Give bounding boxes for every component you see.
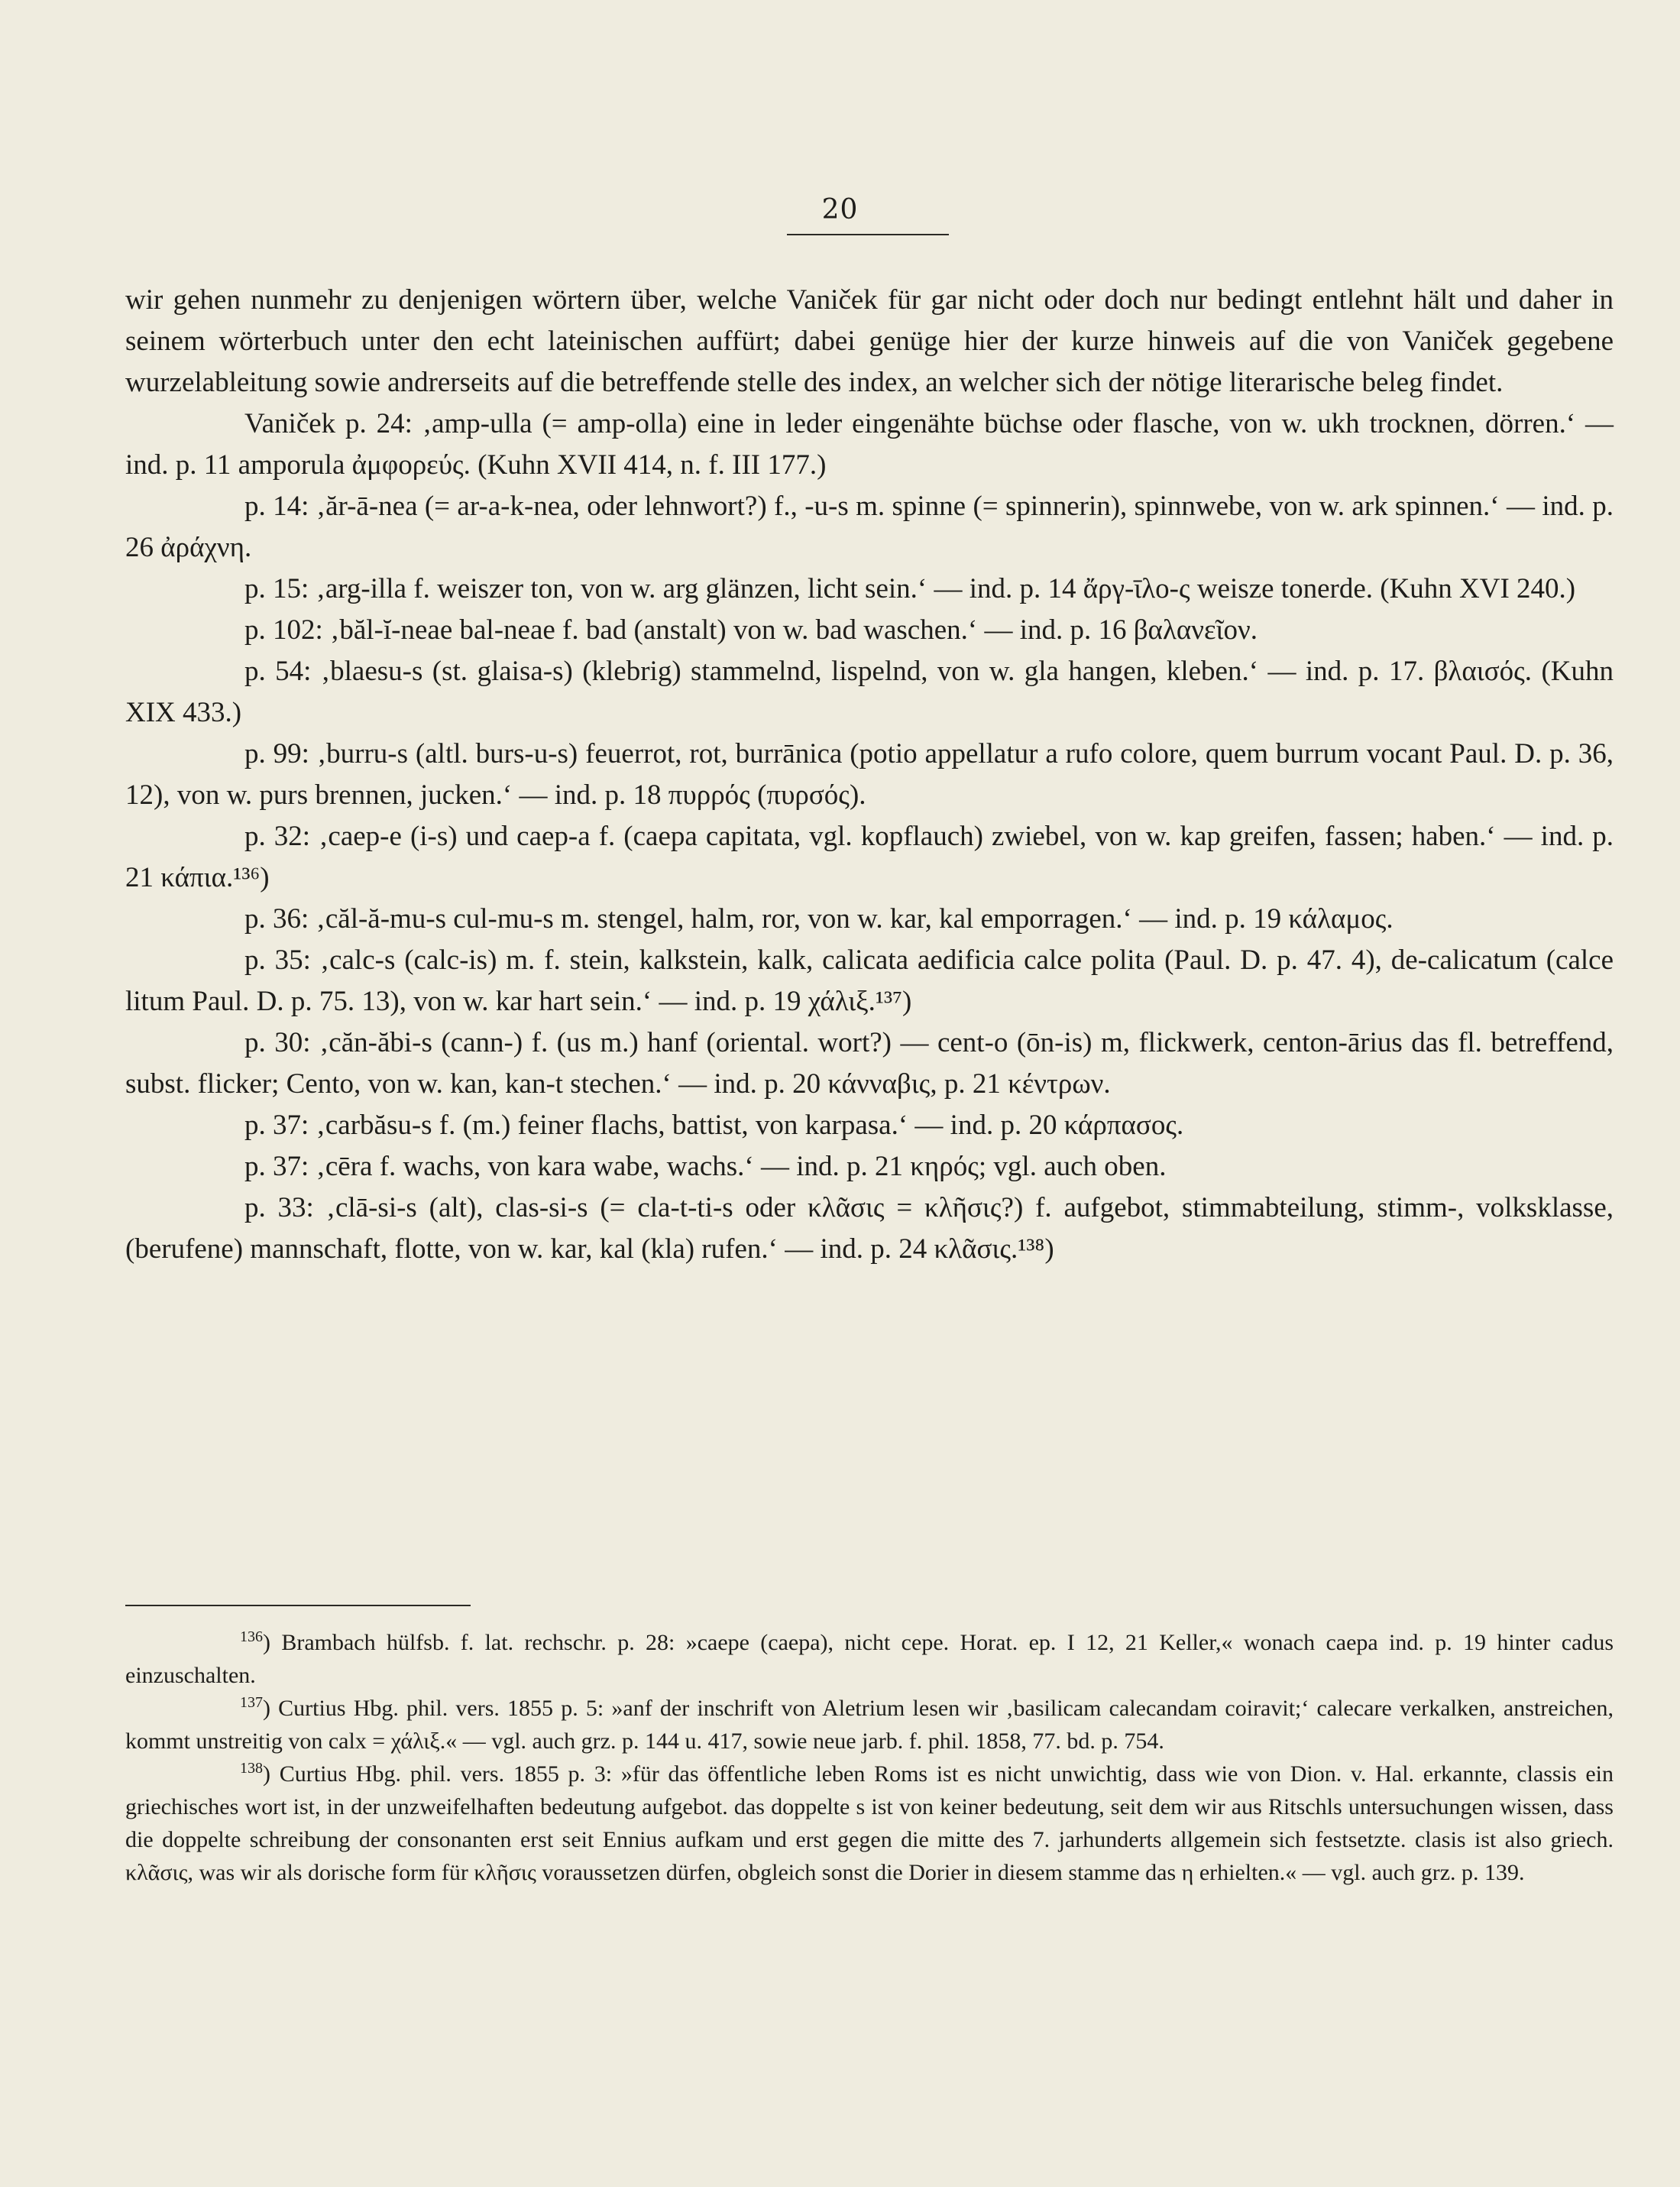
entry-carbasus: p. 37: ‚carbăsu-s f. (m.) feiner flachs, battist, von karpasa.‘ — ind. p. 20 κάρπασος.: [244, 1110, 1184, 1141]
entry-ampulla: Vaniček p. 24: ‚amp-ulla (= amp-olla) eine in leder eingenähte büchse oder flasche, von w. ukh trocknen, dörren.‘ — ind. p. 11 amporula ἀμφορεύς. (Kuhn XVII 414, n. f. III 177.): [125, 408, 1614, 481]
footnote-137: $^{137}$) Curtius Hbg. phil. vers. 1855 p. 5: »anf der inschrift von Aletrium lesen wir ‚basilicam calecandam coiravit;‘ calecare verkalken, anstreichen, kommt unstreitig von calx = χάλιξ.« — vgl. auch grz. p. 144 u. 417, sowie neue jarb. f. phil. 1858, 77. bd. p. 754.: [125, 1694, 1614, 1754]
paragraph-intro: wir gehen nunmehr zu denjenigen wörtern über, welche Vaniček für gar nicht oder doch nur bedingt entlehnt hält und daher in seinem wörterbuch unter den echt lateinischen auffürt; dabei genüge hier der kurze hinweis auf die von Vaniček gegebene wurzelableitung sowie andrerseits auf die betreffende stelle des index, an welcher sich der nötige literarische beleg findet.: [125, 284, 1614, 398]
entry-calamus: p. 36: ‚căl-ă-mu-s cul-mu-s m. stengel, halm, ror, von w. kar, kal emporragen.‘ — ind. p. 19 κάλαμος.: [244, 903, 1394, 935]
entry-calcs: p. 35: ‚calc-s (calc-is) m. f. stein, kalkstein, kalk, calicata aedificia calce polita (Paul. D. p. 47. 4), de-calicatum (calce litum Paul. D. p. 75. 13), von w. kar hart sein.‘ — ind. p. 19 χάλιξ.¹³⁷): [125, 944, 1614, 1017]
main-text: [125, 280, 1614, 1270]
entry-clasis: p. 33: ‚clā-si-s (alt), clas-si-s (= cla-t-ti-s oder κλᾶσις = κλῆσις?) f. aufgebot, stimmabteilung, stimm-, volksklasse, (berufene) mannschaft, flotte, von w. kar, kal (kla) rufen.‘ — ind. p. 24 κλᾶσις.¹³⁸): [125, 1192, 1614, 1265]
footnotes: [125, 1626, 1614, 1889]
footnote-text: Curtius Hbg. phil. vers. 1855 p. 5: »anf der inschrift von Aletrium lesen wir ‚basilicam calecandam coiravit;‘ calecare verkalken, anstreichen, kommt unstreitig von calx = χάλιξ.« — vgl. auch grz. p. 144 u. 417, sowie neue jarb. f. phil. 1858, 77. bd. p. 754.: [125, 1696, 1614, 1754]
entry-aranea: p. 14: ‚ăr-ā-nea (= ar-a-k-nea, oder lehnwort?) f., -u-s m. spinne (= spinnerin), spinnwebe, von w. ark spinnen.‘ — ind. p. 26 ἀράχνη.: [125, 491, 1614, 563]
entry-burrus: p. 99: ‚burru-s (altl. burs-u-s) feuerrot, rot, burrānica (potio appellatur a rufo colore, quem burrum vocant Paul. D. p. 36, 12), von w. purs brennen, jucken.‘ — ind. p. 18 πυρρός (πυρσός).: [125, 738, 1614, 811]
entry-blaesus: p. 54: ‚blaesu-s (st. glaisa-s) (klebrig) stammelnd, lispelnd, von w. gla hangen, kleben.‘ — ind. p. 17. βλαισός. (Kuhn XIX 433.): [125, 656, 1614, 728]
entry-caepe: p. 32: ‚caep-e (i-s) und caep-a f. (caepa capitata, vgl. kopflauch) zwiebel, von w. kap greifen, fassen; haben.‘ — ind. p. 21 κάπια.¹³⁶): [125, 821, 1614, 893]
entry-argilla: p. 15: ‚arg-illa f. weiszer ton, von w. arg glänzen, licht sein.‘ — ind. p. 14 ἄργ-ῑλο-ς weisze tonerde. (Kuhn XVI 240.): [244, 573, 1576, 604]
entry-balineae: p. 102: ‚băl-ĭ-neae bal-neae f. bad (anstalt) von w. bad waschen.‘ — ind. p. 16 βαλανεῖον.: [244, 614, 1258, 646]
footnote-rule: [125, 1605, 471, 1606]
footnote-number: 138: [240, 1760, 263, 1777]
footnote-136: $^{136}$) Brambach hülfsb. f. lat. rechschr. p. 28: »caepe (caepa), nicht cepe. Horat. ep. I 12, 21 Keller,« wonach caepa ind. p. 19 hinter cadus einzuschalten.: [125, 1628, 1614, 1688]
entry-cera: p. 37: ‚cēra f. wachs, von kara wabe, wachs.‘ — ind. p. 21 κηρός; vgl. auch oben.: [244, 1151, 1167, 1182]
footnote-number: 137: [240, 1694, 263, 1711]
footnote-text: Brambach hülfsb. f. lat. rechschr. p. 28: »caepe (caepa), nicht cepe. Horat. ep. I 12, 21 Keller,« wonach caepa ind. p. 19 hinter cadus einzuschalten.: [125, 1630, 1614, 1688]
footnote-138: $^{138}$) Curtius Hbg. phil. vers. 1855 p. 3: »für das öffentliche leben Roms ist es nicht unwichtig, dass wie von Dion. v. Hal. erkannte, classis ein griechisches wort ist, in der unzweifelhaften bedeutung aufgebot. das doppelte s ist von keiner bedeutung, seit dem wir aus Ritschls untersuchungen wissen, dass die doppelte schreibung der consonanten erst seit Ennius aufkam und erst gegen die mitte des 7. jarhunderts allgemein sich festsetzte. clasis ist also griech. κλᾶσις, was wir als dorische form für κλῆσις voraussetzen dürfen, obgleich sonst die Dorier in diesem stamme das η erhielten.« — vgl. auch grz. p. 139.: [125, 1760, 1614, 1885]
header-rule: [787, 234, 949, 235]
page-number: 20: [821, 194, 859, 225]
footnote-number: 136: [240, 1628, 263, 1645]
footnote-text: Curtius Hbg. phil. vers. 1855 p. 3: »für das öffentliche leben Roms ist es nicht unwichtig, dass wie von Dion. v. Hal. erkannte, classis ein griechisches wort ist, in der unzweifelhaften bedeutung aufgebot. das doppelte s ist von keiner bedeutung, seit dem wir aus Ritschls untersuchungen wissen, dass die doppelte schreibung der consonanten erst seit Ennius aufkam und erst gegen die mitte des 7. jarhunderts allgemein sich festsetzte. clasis ist also griech. κλᾶσις, was wir als dorische form für κλῆσις voraussetzen dürfen, obgleich sonst die Dorier in diesem stamme das η erhielten.« — vgl. auch grz. p. 139.: [125, 1761, 1614, 1885]
entry-canabis: p. 30: ‚căn-ăbi-s (cann-) f. (us m.) hanf (oriental. wort?) — cent-o (ōn-is) m, flickwerk, centon-ārius das fl. betreffend, subst. flicker; Cento, von w. kan, kan-t stechen.‘ — ind. p. 20 κάνναβις, p. 21 κέντρων.: [125, 1027, 1614, 1100]
